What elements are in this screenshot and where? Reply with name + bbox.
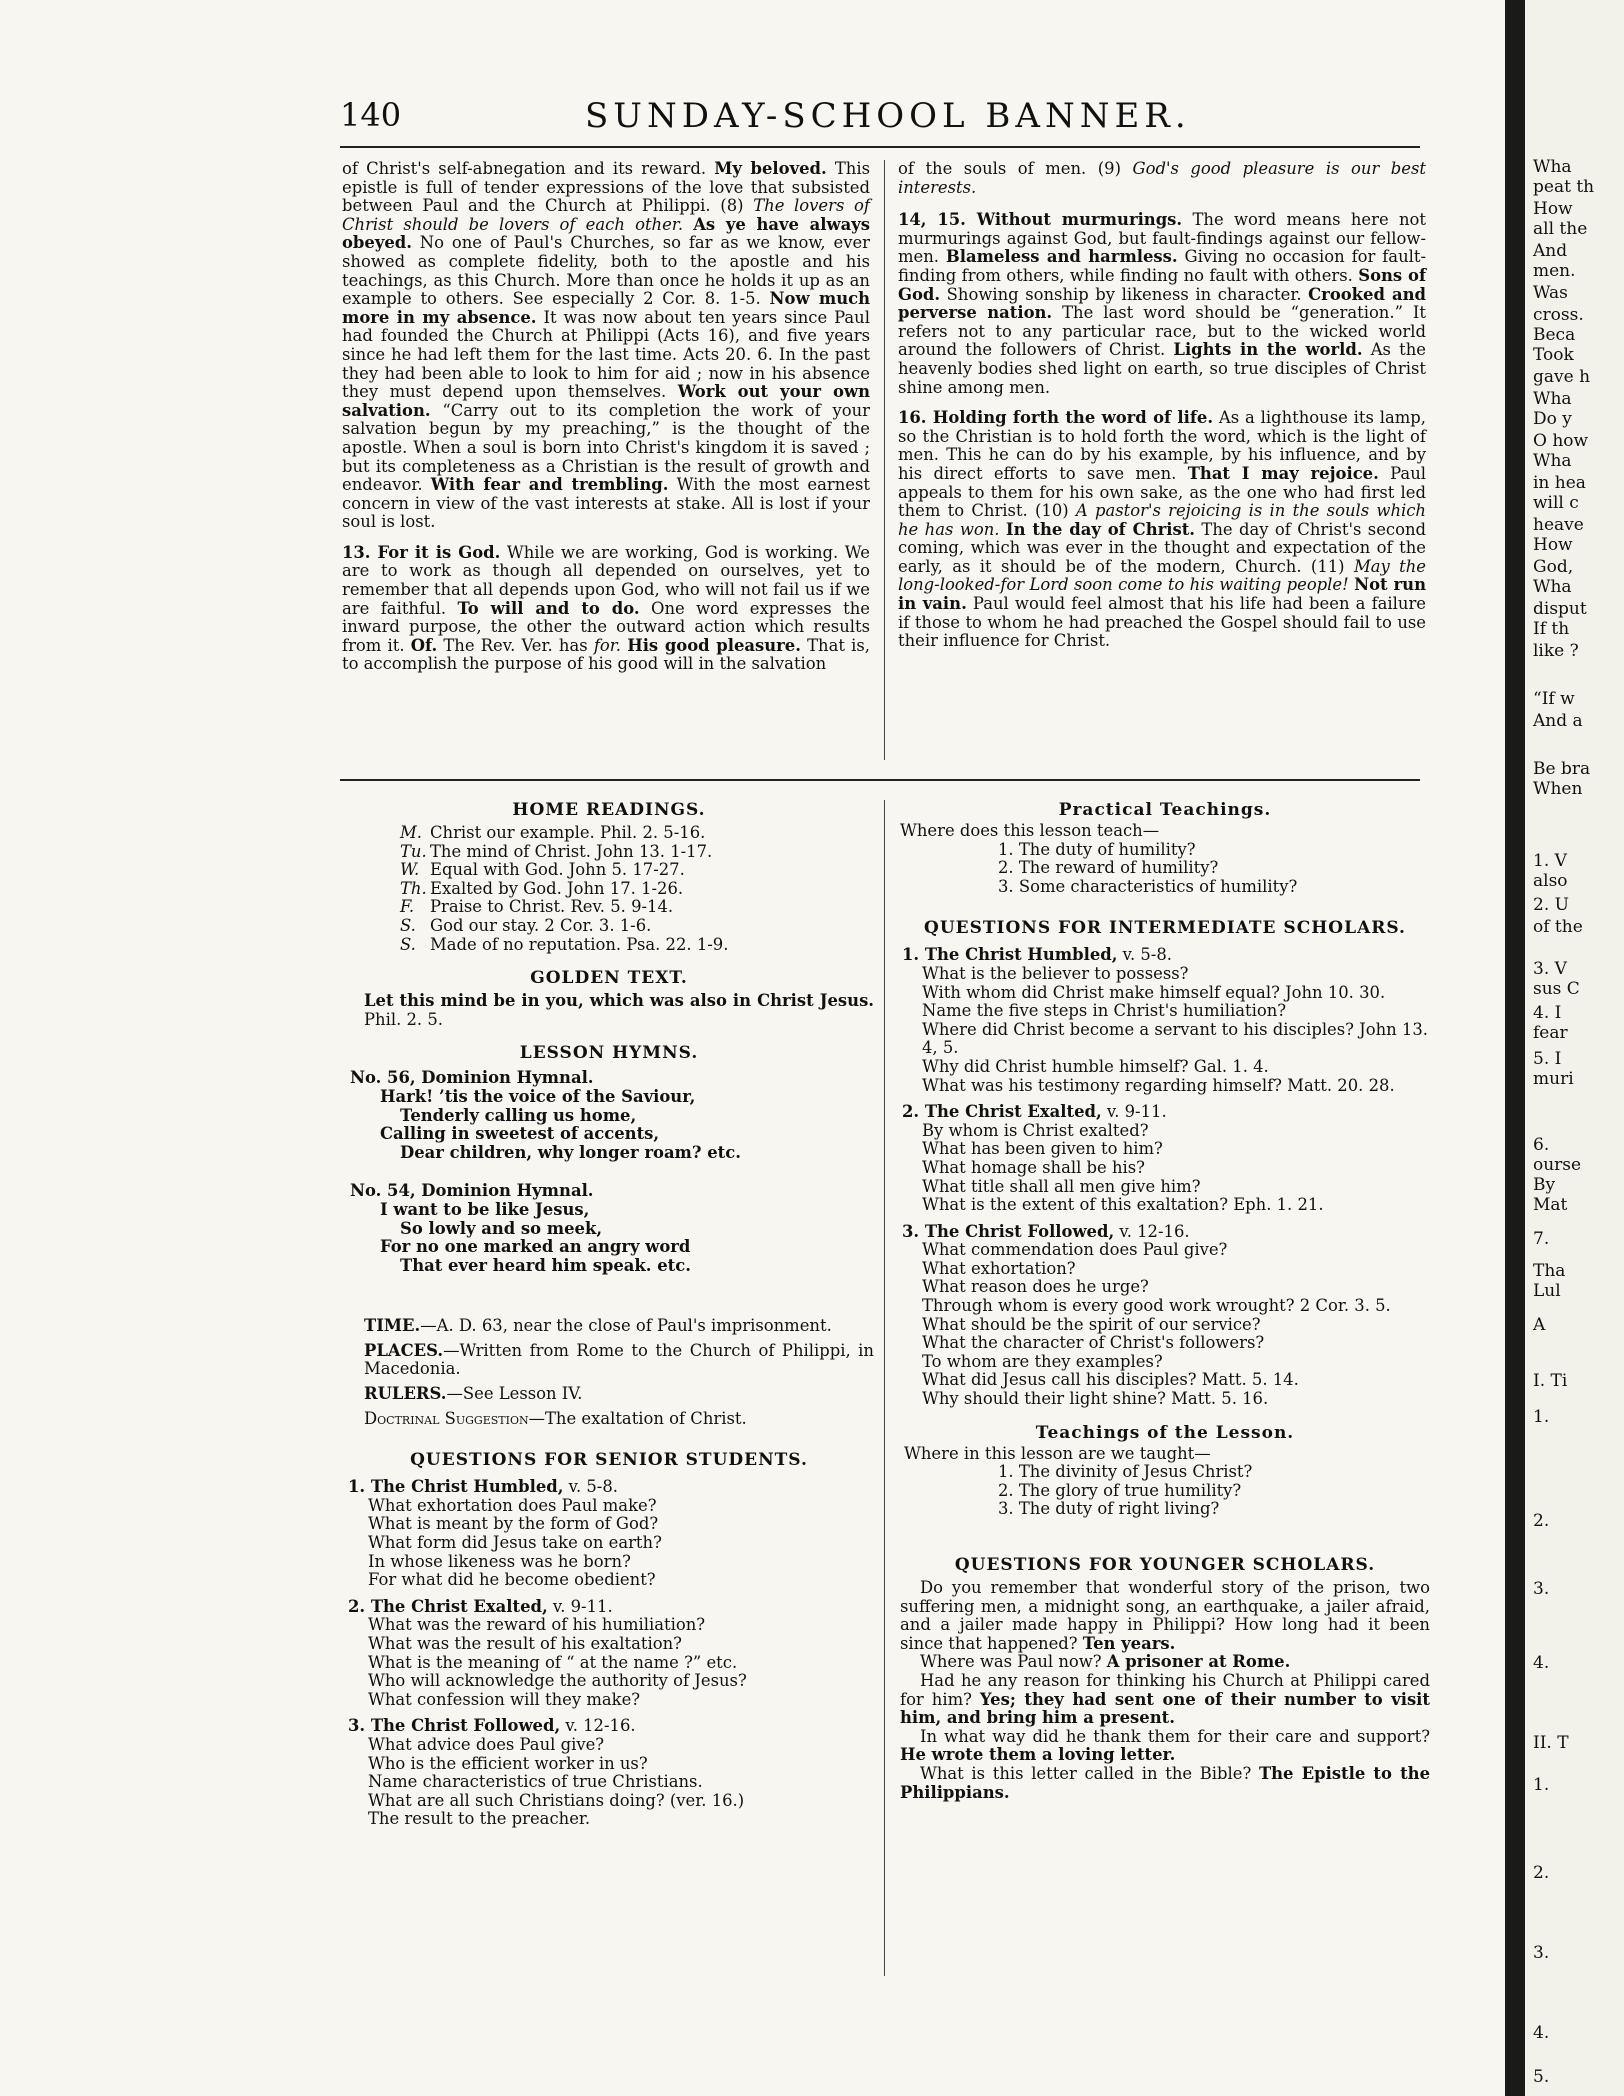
commentary-paragraph	[342, 160, 870, 532]
adjacent-page-fragment: Was	[1533, 283, 1568, 303]
adjacent-page-fragment: When	[1533, 779, 1583, 799]
commentary-left-column	[342, 160, 870, 686]
list-item: 2. The reward of humility?	[998, 858, 1219, 878]
practical-intro: Where does this lesson teach—	[900, 821, 1160, 840]
text-run: Where was Paul now?	[920, 1652, 1107, 1672]
adjacent-page-fragment: Be bra	[1533, 759, 1591, 779]
text-run: The Epistle to the Philippians.	[900, 1763, 1431, 1802]
text-run: 16. Holding forth the word of life.	[898, 408, 1214, 428]
adjacent-page-fragment: ourse	[1533, 1155, 1582, 1175]
golden-text-verse: Let this mind be in you, which was also in Christ Jesus.	[364, 991, 874, 1011]
text-run	[683, 215, 693, 234]
hymn-line	[344, 1144, 874, 1163]
text-run: “Carry out to its completion the work of your salvation begun by my preaching,” is the thought of the apostle. When a soul is born into Christ's kingdom it is saved ; but its completeness as a Christian is the result of growth and endeavor.	[342, 400, 870, 495]
hymn-line-text: Tenderly calling us home,	[400, 1105, 637, 1125]
section-title: 3. The Christ Followed,	[348, 1716, 561, 1736]
adjacent-page-fragment: 5.	[1533, 2067, 1550, 2087]
text-run: for.	[593, 635, 622, 655]
section-ref: v. 9-11.	[1101, 1102, 1167, 1122]
home-reading-item	[400, 898, 874, 917]
column-divider	[884, 160, 885, 760]
question: Name characteristics of true Christians.	[368, 1772, 703, 1792]
question: Through whom is every good work wrought? 2 Cor. 3. 5.	[922, 1296, 1391, 1316]
adjacent-page-fragment: How	[1533, 535, 1573, 555]
adjacent-page-fragment: gave h	[1533, 367, 1591, 387]
younger-questions-heading: QUESTIONS FOR YOUNGER SCHOLARS.	[954, 1555, 1376, 1575]
text-run: A prisoner at Rome.	[1106, 1652, 1291, 1672]
text-run: It was now about ten years since Paul had founded the Church at Philippi (Acts 16), and five years since he had left them for the last time. Acts 20. 6. In the past they had been able to look to him for aid ; now in his absence they must depend upon themselves.	[342, 307, 870, 402]
home-reading-item	[400, 861, 874, 880]
home-reading-item	[400, 880, 874, 899]
question: What confession will they make?	[368, 1689, 641, 1709]
places-line	[344, 1342, 874, 1379]
hymn-line-text: For no one marked an angry word	[380, 1237, 691, 1257]
question: What exhortation does Paul make?	[368, 1495, 657, 1515]
question: The result to the preacher.	[368, 1809, 591, 1829]
text-run: No one of Paul's Churches, so far as we know, ever showed as complete fidelity, both to the apostle and his teachings, as this Church. More than once he holds it up as an example to others. See especially 2 Cor. 8. 1-5.	[342, 233, 870, 309]
adjacent-page-fragment: Wha	[1533, 577, 1572, 597]
doctrinal-text: —The exaltation of Christ.	[528, 1408, 747, 1428]
adjacent-page-fragment: 4.	[1533, 2023, 1550, 2043]
text-run: As a lighthouse its lamp, so the Christian is to hold forth the word, which is the light of men. This he can do by his example, by his influence, and by his direct efforts to save men.	[898, 408, 1427, 483]
teachings-intro: Where in this lesson are we taught—	[904, 1443, 1211, 1463]
home-reading-text: God our stay. 2 Cor. 3. 1-6.	[430, 915, 652, 935]
page-header	[340, 96, 1420, 140]
adjacent-page-fragment: 5. I	[1533, 1049, 1562, 1069]
text-run: That is, to accomplish the purpose of his good will in the salvation	[342, 635, 871, 674]
hymn-line	[344, 1107, 874, 1126]
doctrinal-label: Doctrinal Suggestion	[364, 1408, 529, 1428]
home-reading-item	[400, 936, 874, 955]
adjacent-page-fragment: 7.	[1533, 1229, 1550, 1249]
commentary-paragraph	[898, 160, 1426, 197]
lesson-hymns	[344, 1069, 874, 1275]
text-run: Sons of God.	[898, 265, 1427, 304]
text-run: Had he any reason for thinking his Church at Philippi cared for him?	[900, 1670, 1430, 1709]
section-title: 2. The Christ Exalted,	[902, 1102, 1102, 1122]
section-ref: v. 9-11.	[547, 1596, 613, 1616]
home-reading-day: S.	[400, 915, 416, 935]
text-run: The word means here not murmurings against God, but fault-findings against our fellow-men.	[898, 210, 1427, 267]
list-item: 1. The divinity of Jesus Christ?	[998, 1462, 1253, 1482]
running-title: SUNDAY-SCHOOL BANNER.	[585, 96, 1191, 136]
time-line	[344, 1317, 874, 1336]
commentary-paragraph	[898, 409, 1426, 651]
text-run: A pastor's rejoicing is in the souls which he has won.	[898, 501, 1426, 539]
adjacent-page-fragment: 2. U	[1533, 895, 1569, 915]
question: What was the result of his exaltation?	[368, 1634, 682, 1653]
adjacent-page-fragment: God,	[1533, 557, 1574, 577]
golden-text-heading: GOLDEN TEXT.	[530, 968, 688, 989]
lesson-right-column	[900, 800, 1430, 1802]
adjacent-page-fragment: Tha	[1533, 1261, 1566, 1281]
adjacent-page-fragment: 2.	[1533, 1511, 1550, 1531]
adjacent-page-fragment: 3.	[1533, 1579, 1550, 1599]
hymn-line-text: Hark! ’tis the voice of the Saviour,	[380, 1086, 696, 1106]
text-run: The Rev. Ver. has	[437, 635, 594, 655]
question: Who will acknowledge the authority of Jesus?	[368, 1671, 747, 1691]
adjacent-page-fragment: Wha	[1533, 451, 1572, 471]
adjacent-page-fragment: fear	[1533, 1023, 1568, 1043]
question: What title shall all men give him?	[922, 1176, 1201, 1196]
home-reading-day: M.	[400, 823, 422, 842]
question: What was his testimony regarding himself? Matt. 20. 28.	[922, 1075, 1395, 1095]
text-run: Crooked and perverse nation.	[898, 284, 1426, 323]
time-text: —A. D. 63, near the close of Paul's imprisonment.	[420, 1316, 832, 1336]
home-readings-heading: HOME READINGS.	[512, 800, 706, 820]
hymn-line-text: I want to be like Jesus,	[380, 1199, 590, 1219]
hymn-line-text: Calling in sweetest of accents,	[380, 1124, 660, 1144]
text-run: What is this letter called in the Bible?	[920, 1763, 1259, 1783]
home-reading-text: Equal with God. John 5. 17-27.	[430, 860, 685, 880]
home-reading-day: Tu.	[400, 841, 427, 861]
time-label: TIME.	[364, 1316, 421, 1336]
list-item: 3. The duty of right living?	[998, 1499, 1220, 1519]
lesson-left-column	[344, 800, 874, 1829]
text-run: The day of Christ's second coming, which was ever in the thought and expectation of the early, as it should be of the modern, Church. (11)	[898, 519, 1426, 576]
commentary-right-column	[898, 160, 1426, 663]
question: By whom is Christ exalted?	[922, 1120, 1149, 1140]
question-section-title	[348, 1717, 874, 1736]
home-readings-list	[344, 824, 874, 954]
adjacent-page-fragment: II. T	[1533, 1733, 1569, 1753]
adjacent-page-fragment: sus C	[1533, 979, 1580, 999]
question: What should be the spirit of our service?	[922, 1314, 1261, 1334]
hymn-title: No. 54, Dominion Hymnal.	[350, 1181, 594, 1201]
commentary-paragraph	[342, 544, 870, 674]
section-title: 1. The Christ Humbled,	[902, 945, 1118, 965]
home-reading-day: W.	[400, 860, 420, 880]
home-reading-day: F.	[400, 897, 415, 917]
question: What homage shall be his?	[922, 1157, 1145, 1177]
younger-questions	[900, 1579, 1430, 1802]
text-run: Showing sonship by likeness in character.	[940, 284, 1309, 304]
adjacent-page-fragment: “If w	[1533, 689, 1575, 709]
adjacent-page-fragment: peat th	[1533, 177, 1595, 197]
question: What has been given to him?	[922, 1139, 1163, 1159]
rulers-label: RULERS.	[364, 1384, 447, 1404]
adjacent-page-fragment: Took	[1533, 345, 1574, 365]
adjacent-page-fragment: muri	[1533, 1069, 1574, 1089]
home-reading-text: Made of no reputation. Psa. 22. 1-9.	[430, 934, 729, 954]
section-title: 2. The Christ Exalted,	[348, 1596, 548, 1616]
text-run: Not run in vain.	[898, 575, 1426, 614]
adjacent-page-fragment: also	[1533, 871, 1568, 891]
golden-text	[344, 992, 874, 1029]
text-run: As ye have always obeyed.	[342, 214, 870, 253]
hymn-line-text: Dear children, why longer roam?	[400, 1142, 702, 1162]
adjacent-page-fragment: 1.	[1533, 1775, 1550, 1795]
question: What is the believer to possess?	[922, 963, 1189, 983]
question: What exhortation?	[922, 1258, 1076, 1278]
text-run: Paul would feel almost that his life had been a failure if those to whom he had preached the Gospel should fail to use their influence for Christ.	[898, 594, 1426, 651]
adjacent-page-fragment: By	[1533, 1175, 1556, 1195]
senior-questions	[344, 1478, 874, 1829]
adjacent-page-fragment: 3.	[1533, 1943, 1550, 1963]
text-run: Paul appeals to them for his own sake, as the one who had first led them to Christ. (10)	[898, 463, 1426, 521]
question: For what did he become obedient?	[368, 1570, 656, 1590]
question: What did Jesus call his disciples? Matt. 5. 14.	[922, 1370, 1299, 1390]
places-text: —Written from Rome to the Church of Philippi, in Macedonia.	[364, 1340, 874, 1379]
teachings-list	[900, 1463, 1430, 1519]
hymn-line	[344, 1257, 874, 1276]
text-run: His good pleasure.	[627, 635, 801, 655]
question: What is the extent of this exaltation? Eph. 1. 21.	[922, 1195, 1324, 1215]
rulers-line	[344, 1385, 874, 1404]
adjacent-page-fragment: Wha	[1533, 157, 1572, 177]
text-run: With the most earnest concern in view of the vast interests at stake. All is lost if your soul is lost.	[342, 475, 870, 532]
adjacent-page-fragment: like ?	[1533, 641, 1579, 661]
intermediate-questions-heading: QUESTIONS FOR INTERMEDIATE SCHOLARS.	[924, 918, 1406, 939]
home-reading-item	[400, 843, 874, 862]
younger-paragraph	[900, 1653, 1430, 1672]
text-run: This epistle is full of tender expressions of the love that subsisted between Paul and the Church at Philippi. (8)	[342, 159, 871, 216]
adjacent-page-fragment: of the	[1533, 917, 1583, 937]
intermediate-questions	[900, 946, 1430, 1408]
section-title: 3. The Christ Followed,	[902, 1221, 1115, 1241]
adjacent-page-fragment: I. Ti	[1533, 1371, 1568, 1391]
text-run: That I may rejoice.	[1187, 463, 1379, 483]
home-reading-day: Th.	[400, 878, 427, 898]
adjacent-page-fragment: Lul	[1533, 1281, 1561, 1301]
question-section-title	[902, 946, 1430, 965]
text-run: Work out your own salvation.	[342, 382, 870, 420]
adjacent-page-fragment: If th	[1533, 619, 1570, 639]
question: What form did Jesus take on earth?	[368, 1533, 662, 1553]
question: Why did Christ humble himself? Gal. 1. 4.	[922, 1056, 1269, 1076]
section-title: 1. The Christ Humbled,	[348, 1477, 564, 1497]
adjacent-page-fragment: in hea	[1533, 473, 1586, 493]
question: To whom are they examples?	[922, 1351, 1163, 1371]
text-run: In what way did he thank them for their care and support?	[920, 1726, 1430, 1746]
text-run: To will and to do.	[457, 598, 640, 618]
teachings-heading: Teachings of the Lesson.	[1035, 1422, 1295, 1443]
commentary-paragraph	[898, 211, 1426, 397]
adjacent-page-edge	[1525, 0, 1624, 2096]
hymn-line-text: So lowly and so meek,	[400, 1218, 603, 1238]
hymn-line-text: That ever heard him speak.	[400, 1255, 652, 1275]
places-label: PLACES.	[364, 1340, 444, 1360]
text-run: In the day of Christ.	[1005, 519, 1195, 539]
question: Where did Christ become a servant to his disciples? John 13. 4, 5.	[922, 1019, 1428, 1058]
section-rule	[340, 779, 1420, 781]
question: What was the reward of his humiliation?	[368, 1615, 706, 1635]
adjacent-page-fragment: 6.	[1533, 1135, 1550, 1155]
adjacent-page-fragment: Do y	[1533, 409, 1572, 429]
adjacent-page-fragment: Beca	[1533, 325, 1576, 345]
home-reading-text: Exalted by God. John 17. 1-26.	[430, 878, 684, 898]
column-divider	[884, 800, 885, 1976]
question: What the character of Christ's followers?	[922, 1333, 1265, 1353]
younger-paragraph	[900, 1672, 1430, 1728]
section-ref: v. 12-16.	[1114, 1221, 1190, 1241]
senior-questions-heading: QUESTIONS FOR SENIOR STUDENTS.	[410, 1450, 808, 1471]
question: What is the meaning of “ at the name ?” etc.	[368, 1652, 738, 1672]
question: Why should their light shine? Matt. 5. 16.	[922, 1389, 1269, 1409]
text-run: God's good pleasure is our best interests.	[898, 159, 1426, 197]
adjacent-page-fragment: 4.	[1533, 1653, 1550, 1673]
adjacent-page-fragment: O how	[1533, 431, 1589, 451]
question-section-title	[348, 1478, 874, 1497]
adjacent-page-fragment: Wha	[1533, 389, 1572, 409]
page-number: 140	[340, 96, 402, 134]
text-run: Now much more in my absence.	[342, 289, 871, 327]
adjacent-page-fragment: 4. I	[1533, 1003, 1562, 1023]
younger-paragraph	[900, 1765, 1430, 1802]
text-run: Blameless and harmless.	[945, 247, 1178, 267]
hymn-line	[344, 1125, 874, 1144]
text-run: My beloved.	[714, 159, 827, 178]
text-run: One word expresses the inward purpose, the other the outward action which results from it.	[342, 598, 870, 655]
question: With whom did Christ make himself equal? John 10. 30.	[922, 982, 1386, 1002]
hymn-title: No. 56, Dominion Hymnal.	[350, 1068, 594, 1088]
adjacent-page-fragment: How	[1533, 199, 1573, 219]
adjacent-page-fragment: all the	[1533, 219, 1588, 239]
question-section-title	[902, 1223, 1430, 1242]
home-reading-item	[400, 917, 874, 936]
question: What is meant by the form of God?	[368, 1514, 659, 1534]
adjacent-page-fragment: Mat	[1533, 1195, 1568, 1215]
section-ref: v. 5-8.	[1117, 945, 1172, 965]
adjacent-page-fragment: 3. V	[1533, 959, 1567, 979]
text-run: He wrote them a loving letter.	[900, 1745, 1176, 1765]
adjacent-page-fragment: A	[1533, 1315, 1546, 1335]
text-run: Ten years.	[1082, 1633, 1176, 1653]
question: In whose likeness was he born?	[368, 1551, 631, 1571]
adjacent-page-fragment: And	[1533, 241, 1568, 261]
adjacent-page-fragment: cross.	[1533, 305, 1584, 325]
question: What advice does Paul give?	[368, 1734, 605, 1754]
text-run: The last word should be “generation.” It refers not to any particular race, but to the wicked world around the followers of Christ.	[898, 303, 1426, 360]
question: Name the five steps in Christ's humiliation?	[922, 1001, 1287, 1021]
adjacent-page-fragment: heave	[1533, 515, 1584, 535]
text-run: As the heavenly bodies shed light on earth, so true disciples of Christ shine among men.	[898, 340, 1426, 397]
hymn-etc: etc.	[707, 1142, 741, 1162]
text-run: 13. For it is God.	[342, 542, 501, 562]
text-run: Giving no occasion for fault-finding from others, while finding no fault with others.	[898, 247, 1426, 285]
golden-text-ref: Phil. 2. 5.	[364, 1009, 443, 1029]
younger-paragraph	[900, 1728, 1430, 1765]
text-run: of the souls of men. (9)	[898, 159, 1133, 178]
practical-list	[900, 841, 1430, 897]
adjacent-page-fragment: will c	[1533, 493, 1579, 513]
hymn-block	[344, 1182, 874, 1275]
text-run: Of.	[410, 635, 438, 655]
question: Who is the efficient worker in us?	[368, 1753, 648, 1773]
section-ref: v. 12-16.	[560, 1716, 636, 1736]
home-reading-text: Praise to Christ. Rev. 5. 9-14.	[430, 897, 674, 917]
question: What are all such Christians doing? (ver. 16.)	[368, 1790, 745, 1810]
text-run: With fear and trembling.	[430, 475, 669, 495]
question-section-title	[902, 1103, 1430, 1122]
hymn-block	[344, 1069, 874, 1162]
text-run: 14, 15. Without murmurings.	[898, 210, 1183, 230]
adjacent-page-fragment: And a	[1533, 711, 1583, 731]
text-run: The lovers of Christ should be lovers of each other.	[342, 196, 870, 234]
question: What reason does he urge?	[922, 1277, 1149, 1297]
section-ref: v. 5-8.	[563, 1477, 618, 1497]
text-run: of Christ's self-abnegation and its reward.	[342, 159, 715, 178]
book-gutter	[1505, 0, 1525, 2096]
younger-paragraph	[900, 1579, 1430, 1653]
question-section-title	[348, 1598, 874, 1617]
hymn-line	[344, 1201, 874, 1220]
practical-teachings-heading: Practical Teachings.	[1058, 800, 1272, 820]
list-item: 3. Some characteristics of humility?	[998, 876, 1298, 896]
lesson-hymns-heading: LESSON HYMNS.	[519, 1043, 699, 1064]
text-run: Yes; they had sent one of their number to visit him, and bring him a present.	[900, 1689, 1430, 1728]
text-run: While we are working, God is working. We are to work as though all depended on ourselves, yet to remember that all depends upon God, who will not fail us if we are faithful.	[342, 542, 871, 618]
header-rule	[340, 146, 1420, 148]
text-run: Lights in the world.	[1173, 340, 1363, 360]
adjacent-page-fragment: 1.	[1533, 1407, 1550, 1427]
list-item: 2. The glory of true humility?	[998, 1480, 1242, 1500]
text-run: May the long-looked-for Lord soon come to his waiting people!	[898, 556, 1426, 595]
text-run: Do you remember that wonderful story of the prison, two suffering men, a midnight song, an earthquake, a jailer afraid, and a jailer made happy in Philippi? How long had it been since that happened?	[900, 1578, 1430, 1653]
hymn-line	[344, 1088, 874, 1107]
hymn-etc: etc.	[657, 1255, 691, 1275]
home-reading-item	[400, 824, 874, 843]
rulers-text: —See Lesson IV.	[446, 1384, 583, 1404]
question: What commendation does Paul give?	[922, 1240, 1228, 1260]
home-reading-text: Christ our example. Phil. 2. 5-16.	[430, 823, 706, 842]
adjacent-page-fragment: men.	[1533, 261, 1576, 281]
list-item: 1. The duty of humility?	[998, 839, 1196, 859]
home-reading-day: S.	[400, 934, 416, 954]
adjacent-page-fragment: disput	[1533, 599, 1587, 619]
hymn-line	[344, 1220, 874, 1239]
home-reading-text: The mind of Christ. John 13. 1-17.	[430, 841, 713, 861]
doctrinal-line	[344, 1410, 874, 1429]
adjacent-page-fragment: 2.	[1533, 1863, 1550, 1883]
adjacent-page-fragment: 1. V	[1533, 851, 1567, 871]
hymn-line	[344, 1238, 874, 1257]
